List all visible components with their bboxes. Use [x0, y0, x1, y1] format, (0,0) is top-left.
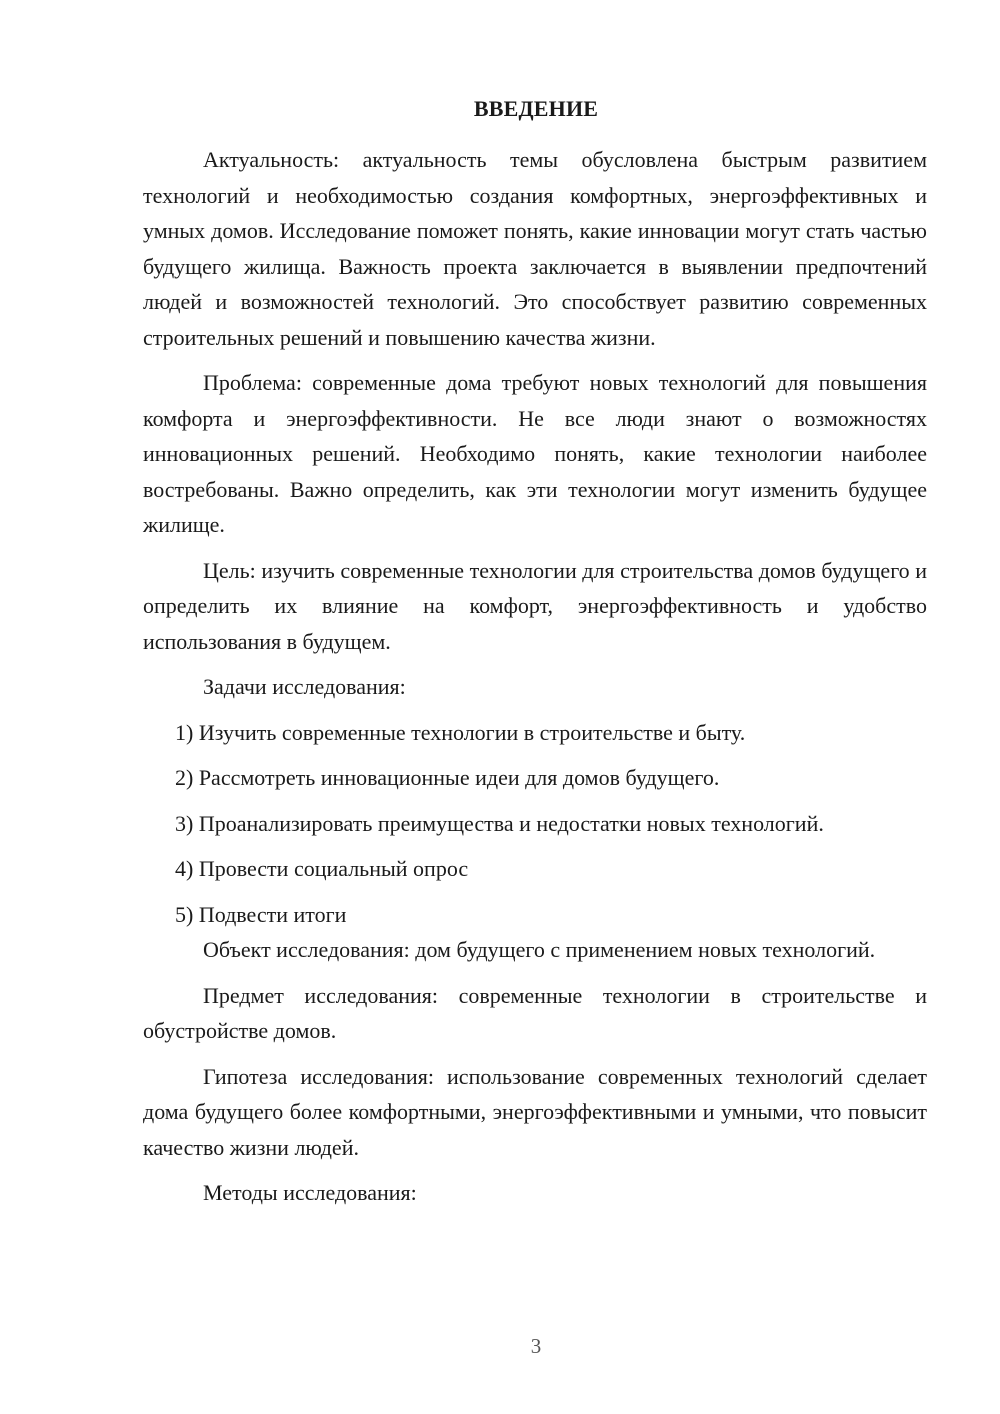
list-item: 2) Рассмотреть инновационные идеи для домов будущего.	[175, 765, 720, 790]
paragraph-hypothesis: Гипотеза исследования: использование современных технологий сделает дома будущего более комфортными, энергоэффективными и умными, что повысит качество жизни людей.	[143, 1063, 927, 1160]
section-title: ВВЕДЕНИЕ	[473, 96, 599, 121]
paragraph-problem: Проблема: современные дома требуют новых технологий для повышения комфорта и энергоэффективности. Не все люди знают о возможностях инновационных решений. Необходимо понять, какие технологии наиболее востребованы. Важно определить, как эти технологии могут изменить будущее жилище.	[143, 370, 927, 537]
tasks-heading: Задачи исследования:	[203, 674, 406, 699]
paragraph-object: Объект исследования: дом будущего с применением новых технологий.	[203, 937, 876, 962]
methods-heading: Методы исследования:	[203, 1180, 417, 1205]
list-item: 1) Изучить современные технологии в строительстве и быту.	[175, 719, 746, 745]
page-number: 3	[530, 1334, 542, 1358]
list-item: 4) Провести социальный опрос	[175, 856, 469, 881]
paragraph-relevance: Актуальность: актуальность темы обусловлена быстрым развитием технологий и необходимостью создания комфортных, энергоэффективных и умных домов. Исследование поможет понять, какие инновации могут стать частью будущего жилища. Важность проекта заключается в выявлении предпочтений людей и возможностей технологий. Это способствует развитию современных строительных решений и повышению качества жизни.	[143, 147, 927, 350]
list-item: 5) Подвести итоги	[175, 901, 347, 927]
paragraph-goal: Цель: изучить современные технологии для строительства домов будущего и определить их влияние на комфорт, энергоэффективность и удобство использования в будущем.	[143, 557, 927, 654]
body-text	[143, 142, 927, 1211]
tasks-list	[143, 715, 927, 933]
paragraph-subject: Предмет исследования: современные технологии в строительстве и обустройстве домов.	[143, 982, 927, 1043]
list-item: 3) Проанализировать преимущества и недостатки новых технологий.	[175, 810, 824, 836]
